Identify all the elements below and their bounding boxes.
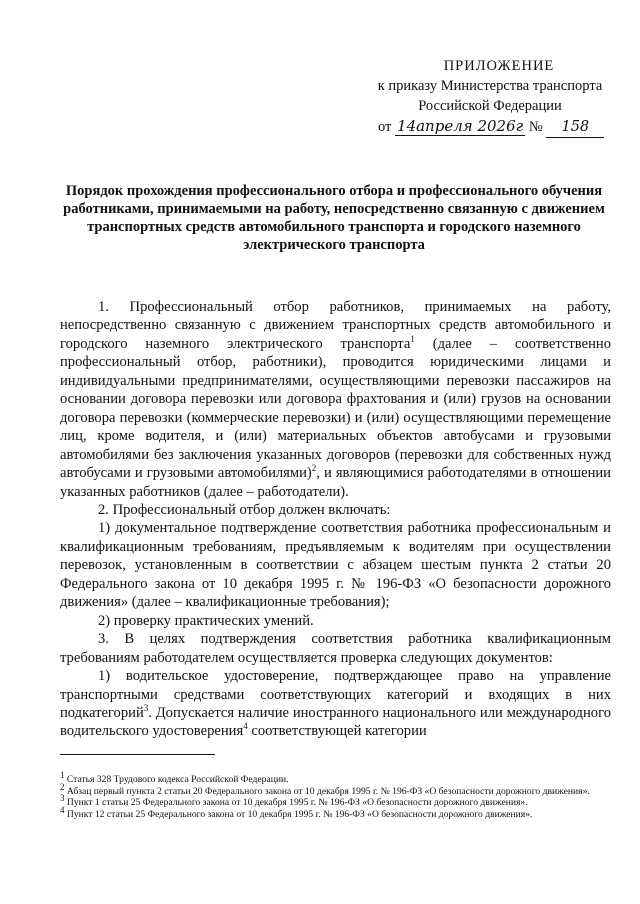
footnote-ref-3: 3 [143, 703, 149, 714]
footnote-ref-2: 2 [311, 463, 317, 474]
footnote-separator [60, 754, 215, 755]
p1-text-a: 1. Профессиональный отбор работников, принимаемых на работу, непосредственно связанную с движением транспортных средств автомобильного и городского наземного электрического транспорта [60, 299, 611, 352]
paragraph-1 [60, 298, 611, 501]
paragraph-3: 3. В целях подтверждения соответствия работника квалификационным требованиям работодателем осуществляется проверка следующих документов: [60, 631, 611, 666]
handwritten-number: 158 [546, 117, 604, 138]
approval-title: ПРИЛОЖЕНИЕ [443, 58, 555, 74]
paragraph-2-1: 1) документальное подтверждение соответствия работника профессиональным и квалификационным требованиям, предъявляемым к водителям при осуществлении перевозок, установленным в соответствии с абзацем шестым пункта 2 статьи 20 Федерального закона от 10 декабря 1995 г. № 196-ФЗ «О безопасности дорожного движения» (далее – квалификационные требования); [60, 520, 611, 611]
footnote-ref-1: 1 [410, 334, 415, 345]
p3-1-text-b: . Допускается наличие иностранного национального или международного водительского удостоверения [60, 704, 611, 740]
document-title: Порядок прохождения профессионального отбора и профессионального обучения работниками, принимаемыми на работу, непосредственно связанную с движением транспортных средств автомобильного транспорта и городского наземного электрического транспорта [63, 183, 605, 253]
from-label: от [378, 119, 392, 135]
paragraph-2: 2. Профессиональный отбор должен включать: [98, 501, 391, 518]
footnotes [60, 769, 611, 820]
p1-text-b: (далее – соответственно профессиональный отбор, работники), проводится юридическими лицами и индивидуальными предпринимателями, осуществляющими перевозки пассажиров на основании договора перевозки или договора фрахтования и (или) грузов на основании договора перевозки (коммерческие перевозки) и (или) осуществляющими перемещение лиц, кроме водителя, и (или) материальных объектов автобусами и грузовыми автомобилями без заключения указанных договоров (перевозки для собственных нужд автобусами и грузовыми автомобилями) [60, 335, 611, 482]
approval-date-line [378, 116, 620, 138]
approval-block [360, 56, 620, 138]
number-label: № [528, 119, 543, 135]
p3-1-text-c: соответствующей категории [247, 723, 427, 740]
footnote-2: $^2$ Абзац первый пункта 2 статьи 20 Федерального закона от 10 декабря 1995 г. № 196-ФЗ «О безопасности дорожного движения». [60, 781, 590, 797]
document-body [60, 298, 611, 741]
p3-1-text-a: 1) водительское удостоверение, подтверждающее право на управление транспортными средствами соответствующих категорий и входящих в них подкатегорий [60, 668, 611, 721]
footnote-1: $^1$ Статья 328 Трудового кодекса Российской Федерации. [60, 769, 289, 785]
footnote-ref-4: 4 [243, 721, 248, 732]
approval-line-federation: Российской Федерации [418, 98, 562, 114]
footnote-3: $^3$ Пункт 1 статьи 25 Федерального закона от 10 декабря 1995 г. № 196-ФЗ «О безопасности дорожного движения». [60, 793, 528, 809]
paragraph-3-1 [60, 667, 611, 741]
handwritten-date: 14апреля 2026г [397, 117, 524, 135]
footnote-4: $^4$ Пункт 12 статьи 25 Федерального закона от 10 декабря 1995 г. № 196-ФЗ «О безопасности дорожного движения». [60, 804, 533, 820]
p1-text-c: , и являющимися работодателями в отношении указанных работников (далее – работодатели). [60, 465, 611, 500]
paragraph-2-2: 2) проверку практических умений. [98, 612, 314, 629]
approval-line-order: к приказу Министерства транспорта [377, 78, 603, 94]
